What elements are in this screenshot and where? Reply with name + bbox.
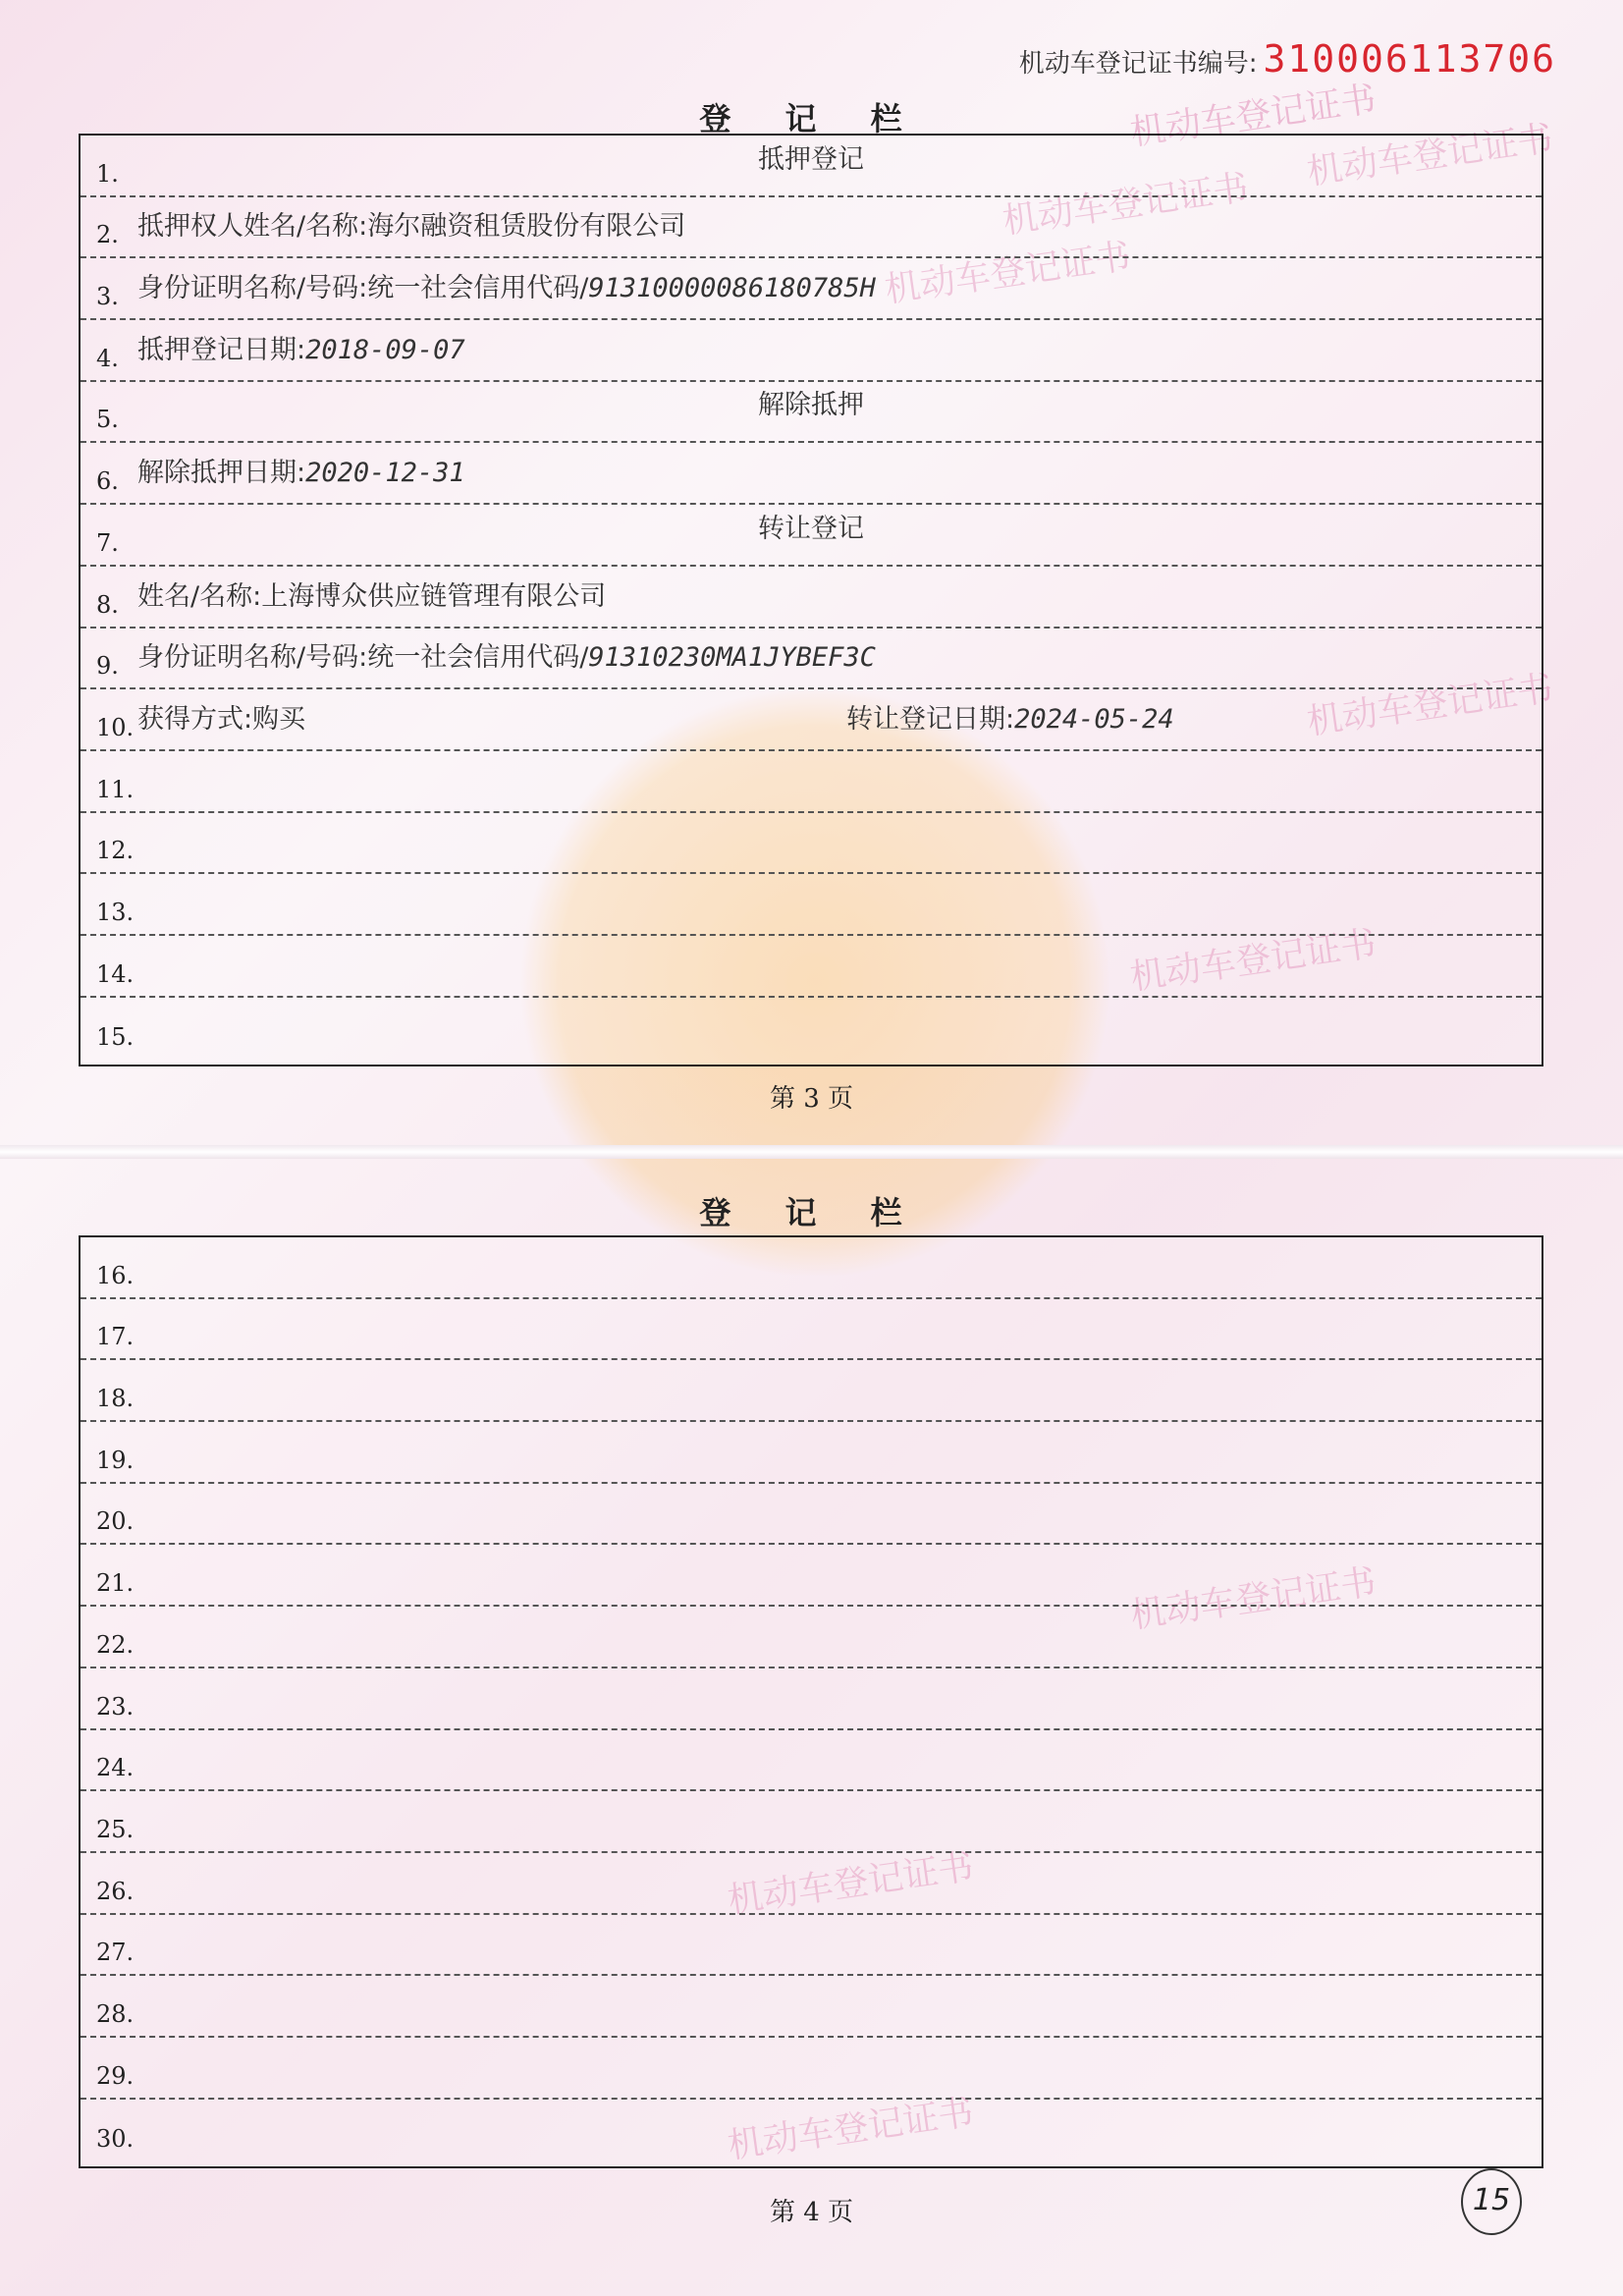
table-row [81,197,1542,259]
row-label: 姓名/名称:上海博众供应链管理有限公司 [137,580,607,612]
table-row [81,505,1542,567]
watermark: 机动车登记证书 [1304,118,1556,193]
row-number: 6. [96,467,119,496]
table-row [81,1360,1542,1422]
row-value: 91310230MA1JYBEF3C [588,642,876,674]
row-text [137,574,606,613]
table-row [81,320,1542,382]
watermark: 机动车登记证书 [1127,1561,1380,1637]
table-row [81,1976,1542,2038]
row-value: 2020-12-31 [305,458,465,489]
row-number: 13. [96,898,135,926]
row-number: 10. [96,713,135,741]
row-label: 获得方式:购买 [137,703,306,735]
row-number: 9. [96,652,119,681]
table-row [81,1545,1542,1607]
row-label: 解除抵押日期: [137,458,306,489]
watermark: 机动车登记证书 [725,1846,977,1922]
row-number: 28. [96,1999,135,2028]
row-text [137,451,465,489]
table-row [81,1730,1542,1792]
row-number: 8. [96,590,119,619]
row-number: 20. [96,1507,135,1536]
row-text [137,328,465,366]
watermark: 机动车登记证书 [1304,668,1556,743]
certificate-number-label: 机动车登记证书编号: [1018,49,1258,79]
page-label: 第 4 页 [769,2198,854,2227]
row-value: 91310000086180785H [588,273,876,304]
page-label: 第 3 页 [769,1084,854,1114]
row-number: 3. [96,283,119,311]
row-value: 2018-09-07 [305,334,465,365]
row-number: 24. [96,1754,135,1782]
watermark: 机动车登记证书 [1000,167,1252,243]
row-number: 12. [96,837,135,865]
table-row [81,689,1542,751]
row-number: 4. [96,344,119,372]
row-label: 身份证明名称/号码:统一社会信用代码/ [137,273,589,304]
table-row [81,1853,1542,1915]
table-row [81,443,1542,505]
row-number: 27. [96,1939,135,1967]
row-number: 18. [96,1385,135,1413]
table-row [81,567,1542,629]
table-row [81,2038,1542,2100]
table-row [81,1237,1542,1299]
watermark: 机动车登记证书 [1127,79,1380,154]
row-number: 5. [96,406,119,434]
row-text [137,697,305,736]
table-row [81,1484,1542,1546]
certificate-number-value: 310006113706 [1263,37,1556,81]
table-row [81,258,1542,320]
certificate-number [1019,37,1556,81]
page-fold [0,1145,1623,1159]
table-row [81,1915,1542,1977]
table-row [81,751,1542,813]
table-row [81,936,1542,998]
row-label: 抵押权人姓名/名称:海尔融资租赁股份有限公司 [137,211,686,243]
row-label: 身份证明名称/号码:统一社会信用代码/ [137,642,589,674]
transfer-date-value: 2024-05-24 [1014,703,1174,735]
row-number: 25. [96,1815,135,1843]
row-number: 14. [96,959,135,988]
row-number: 30. [96,2125,135,2154]
row-number: 19. [96,1446,135,1474]
transfer-date-label: 转让登记日期: [846,703,1015,735]
row-text [137,635,876,674]
section-title: 登 记 栏 [699,1194,924,1231]
watermark: 机动车登记证书 [882,236,1134,311]
row-label: 抵押登记日期: [137,334,306,365]
row-heading: 转让登记 [758,513,864,544]
row-number: 15. [96,1023,135,1052]
table-row [81,813,1542,875]
row-text [137,204,685,243]
table-row [81,1299,1542,1361]
row-number: 11. [96,775,135,803]
registration-table-page-3 [79,134,1543,1066]
row-number: 22. [96,1630,135,1659]
row-number: 29. [96,2061,135,2090]
section-title: 登 记 栏 [699,100,924,137]
table-row [81,1422,1542,1484]
row-number: 26. [96,1877,135,1905]
row-text [137,266,876,304]
table-row [81,2100,1542,2161]
handwritten-page-mark: 15 [1461,2168,1522,2235]
table-row [81,874,1542,936]
transfer-date [846,697,1174,736]
row-number: 7. [96,528,119,557]
row-number: 1. [96,159,119,188]
table-row [81,998,1542,1060]
table-row [81,136,1542,197]
table-row [81,1668,1542,1730]
row-number: 21. [96,1569,135,1598]
row-number: 23. [96,1692,135,1721]
registration-table-page-4 [79,1235,1543,2168]
row-number: 17. [96,1323,135,1351]
row-number: 2. [96,221,119,249]
row-heading: 解除抵押 [758,390,864,421]
watermark: 机动车登记证书 [725,2092,977,2167]
table-row [81,629,1542,690]
row-heading: 抵押登记 [758,143,864,175]
row-number: 16. [96,1261,135,1289]
table-row [81,382,1542,444]
table-row [81,1791,1542,1853]
watermark: 机动车登记证书 [1127,923,1380,999]
table-row [81,1607,1542,1668]
